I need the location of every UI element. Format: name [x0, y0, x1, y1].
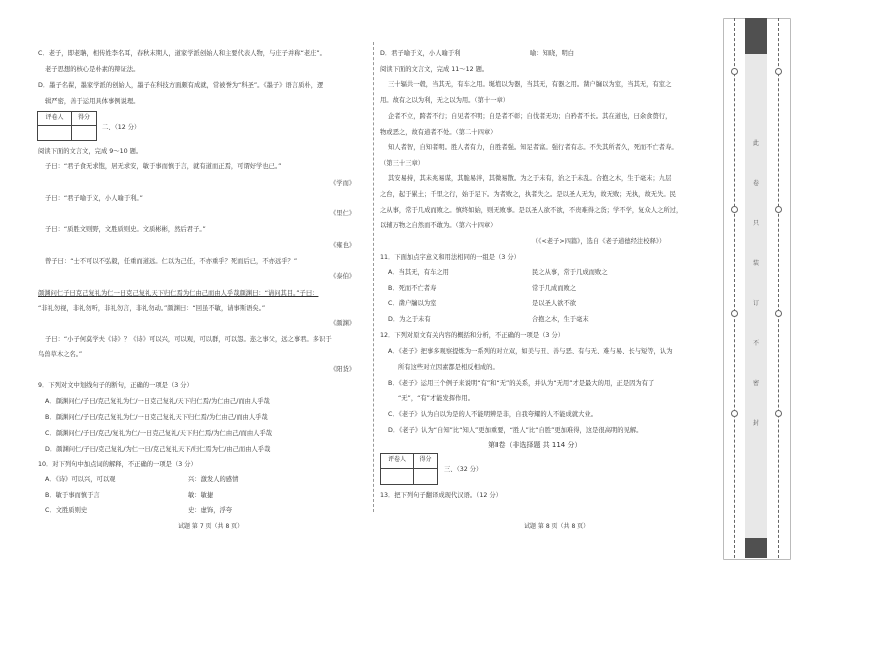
- part-heading: 第Ⅱ卷（非选择题 共 114 分）: [488, 441, 582, 449]
- question-10: 10．对下列句中加点词的解释，不正确的一项是（3 分）: [38, 461, 197, 468]
- option[interactable]: A．《诗》可以兴，可以观: [45, 476, 116, 483]
- quote: 子曰：“质胜文则野，文胜质则史。文质彬彬，然后君子。”: [45, 226, 206, 233]
- option[interactable]: A．《老子》把事多观察提炼为一系列的对立双，如美与丑、善与恶、有与无、难与易、长与短等，认为: [388, 348, 673, 355]
- binding-char: 卷: [752, 180, 759, 187]
- option-gloss: 史：虚饰，浮夸: [188, 507, 233, 514]
- option-pair: 是以圣人欲不欲: [532, 300, 577, 307]
- binding-hole: [775, 206, 782, 213]
- text-line: C．老子，即老聃，相传姓李名耳，春秋末期人，道家学派创始人和主要代表人物，与庄子并称“老庄”。: [38, 50, 326, 57]
- instruction: 阅读下面的文言文，完成 11～12 题。: [380, 66, 489, 73]
- question-13: 13．把下列句子翻译成现代汉语。（12 分）: [380, 492, 502, 499]
- source: 《里仁》: [330, 210, 356, 217]
- score-label: 得分: [72, 112, 96, 126]
- option[interactable]: B．死而不亡者寿: [388, 285, 437, 292]
- option[interactable]: D．《老子》认为“自知”比“知人”更加重要，“胜人”比“自胜”更加难得，这是很高明的见解。: [388, 427, 643, 434]
- source: 《颜渊》: [330, 320, 356, 327]
- option-cont: “无”，“有”才能发挥作用。: [398, 395, 475, 402]
- page-footer: 试题 第 7 页（共 8 页）: [178, 523, 244, 530]
- quote: 鸟兽草木之名。”: [38, 351, 83, 358]
- binding-hole: [775, 310, 782, 317]
- binding-hole: [731, 410, 738, 417]
- passage-line: 物或恶之，故有道者不处。（第二十四章）: [380, 129, 497, 136]
- question-11: 11．下面加点字意义和用法相同的一组是（3 分）: [380, 254, 520, 261]
- section-heading: 三、（32 分）: [444, 466, 483, 473]
- passage-line: 知人者智，自知者明。胜人者有力，自胜者强。知足者富。强行者有志。不失其所者久，死而不亡者寿。: [388, 144, 678, 151]
- option[interactable]: B．《老子》运用三个例子来说明“有”和“无”的关系，并认为“无用”才是最大的用，正是因为有了: [388, 380, 655, 387]
- instruction: 阅读下面的文言文，完成 9～10 题。: [38, 148, 143, 155]
- binding-hole: [731, 68, 738, 75]
- source: 《阳货》: [330, 366, 356, 373]
- passage-line: 企者不立，跨者不行；自见者不明；自是者不彰；自伐者无功；自矜者不长。其在道也，曰余食赘行，: [388, 113, 672, 120]
- binding-char: 装: [752, 260, 759, 267]
- binding-dashed-line: [734, 18, 735, 558]
- page-divider: [373, 42, 374, 512]
- quote: 曾子曰：“士不可以不弘毅，任重而道远。仁以为己任，不亦重乎？死而后已，不亦远乎？”: [45, 258, 298, 265]
- passage-line: 三十辐共一毂，当其无，有车之用。埏埴以为器，当其无，有器之用。凿户牖以为室，当其无，有室之: [388, 81, 672, 88]
- score-label: 评卷人: [38, 112, 72, 126]
- option[interactable]: D．颜渊问仁/子曰/克己复礼/为仁一日/克己复礼天下/归仁焉为仁/由己而由人乎哉: [45, 446, 271, 453]
- binding-strip: [745, 54, 767, 538]
- passage-line: 其安易持，其未兆易谋，其脆易泮，其微易散。为之于未有，治之于未乱。合抱之木，生于毫末；九层: [388, 175, 672, 182]
- binding-hole: [731, 206, 738, 213]
- binding-hole: [775, 410, 782, 417]
- option-cont: 所有这些对立因素都是相反相成的。: [398, 364, 499, 371]
- source: 《泰伯》: [330, 273, 356, 280]
- passage-line: （第三十三章）: [380, 160, 425, 167]
- quote: 子曰：“君子食无求饱，居无求安，敏于事而慎于言，就有道而正焉，可谓好学也已。”: [45, 163, 282, 170]
- option[interactable]: C．颜渊问仁/子曰/克己/复礼为仁/一日克己复礼/天下归仁焉/为仁由己/而由人乎哉: [45, 430, 273, 437]
- binding-char: 订: [752, 300, 759, 307]
- binding-hole: [731, 310, 738, 317]
- option[interactable]: D．君子喻于义，小人喻于利: [380, 50, 461, 57]
- quote: 子曰：“君子喻于义，小人喻于利。”: [45, 195, 143, 202]
- binding-char: 此: [752, 140, 759, 147]
- option-pair: 合抱之木，生于毫末: [532, 316, 589, 323]
- binding-margin: [723, 18, 789, 558]
- passage-line: 用。故有之以为利，无之以为用。（第十一章）: [380, 97, 510, 104]
- text-line: D．墨子名翟，墨家学派的创始人，墨子在科技方面颇有成就，常被誉为“科圣”。《墨子》语言质朴，逻: [38, 82, 324, 89]
- score-label: 得分: [414, 454, 437, 469]
- option[interactable]: C．文胜质则史: [45, 507, 88, 514]
- option-pair: 常于几成而败之: [532, 285, 577, 292]
- score-box: [380, 453, 438, 485]
- score-box: [37, 111, 97, 141]
- option[interactable]: B．敏于事而慎于言: [45, 492, 100, 499]
- score-cell[interactable]: [38, 126, 72, 140]
- question-12: 12．下列对原文有关内容的概括和分析，不正确的一项是（3 分）: [380, 332, 565, 339]
- passage-line: 之台，起于累土；千里之行，始于足下。为者败之，执者失之。是以圣人无为，故无败；无执，故无失。民: [380, 191, 676, 198]
- question-9: 9．下列对文中划线句子的断句，正确的一项是（3 分）: [38, 382, 193, 389]
- source: 《学而》: [330, 180, 356, 187]
- option-gloss: 喻：知晓，明白: [530, 50, 575, 57]
- option[interactable]: A．当其无，有车之用: [388, 269, 449, 276]
- text-line: 辑严密，善于运用具体事例说理。: [45, 98, 140, 105]
- option[interactable]: C．凿户牖以为室: [388, 300, 437, 307]
- source: （《<老子>四篇》，选自《老子道德经注校释》）: [532, 238, 666, 245]
- binding-char: 不: [752, 340, 759, 347]
- option[interactable]: B．颜渊问仁/子曰/克己复礼为仁/一日克己复礼天下归仁焉/为仁由己/而由人乎哉: [45, 414, 268, 421]
- binding-dashed-line: [778, 18, 779, 558]
- binding-char: 封: [752, 420, 759, 427]
- quote: 子曰：“小子何莫学夫《诗》？《诗》可以兴，可以观，可以群，可以怨。迩之事父，远之事君。多识于: [45, 336, 332, 343]
- binding-char: 只: [752, 220, 759, 227]
- text-line: 老子思想的核心是朴素的辩证法。: [45, 66, 140, 73]
- passage-line: 之从事，常于几成而败之。慎终如始，则无败事。是以圣人欲不欲，不贵难得之货；学不学，复众人之所过，: [380, 207, 683, 214]
- score-cell[interactable]: [381, 469, 414, 484]
- binding-hole: [775, 68, 782, 75]
- binding-char: 密: [752, 380, 759, 387]
- score-label: 评卷人: [381, 454, 414, 469]
- option-gloss: 敏：敏捷: [188, 492, 214, 499]
- option-gloss: 兴：激发人的感情: [188, 476, 239, 483]
- option[interactable]: D．为之于未有: [388, 316, 431, 323]
- quote-underlined: 颜渊问仁子曰克己复礼为仁一日克己复礼天下归仁焉为仁由己而由人乎哉颜渊曰：“请问其目。”子曰：: [38, 290, 319, 297]
- option[interactable]: C．《老子》认为自以为是的人不能明辨是非，自我夸耀的人不能成就大业。: [388, 411, 598, 418]
- quote: “非礼勿视，非礼勿听，非礼勿言，非礼勿动。”颜渊曰：“回虽不敏，请事斯语矣。”: [38, 305, 266, 312]
- section-heading: 二、（12 分）: [102, 124, 141, 131]
- passage-line: 以辅万物之自然而不敢为。（第六十四章）: [380, 222, 497, 229]
- source: 《雍也》: [330, 242, 356, 249]
- option-pair: 民之从事，常于几成而败之: [532, 269, 608, 276]
- option[interactable]: A．颜渊问仁/子曰/克己复礼为仁/一日克己复礼/天下归仁焉/为仁由己/而由人乎哉: [45, 398, 270, 405]
- page-footer: 试题 第 8 页（共 8 页）: [524, 523, 590, 530]
